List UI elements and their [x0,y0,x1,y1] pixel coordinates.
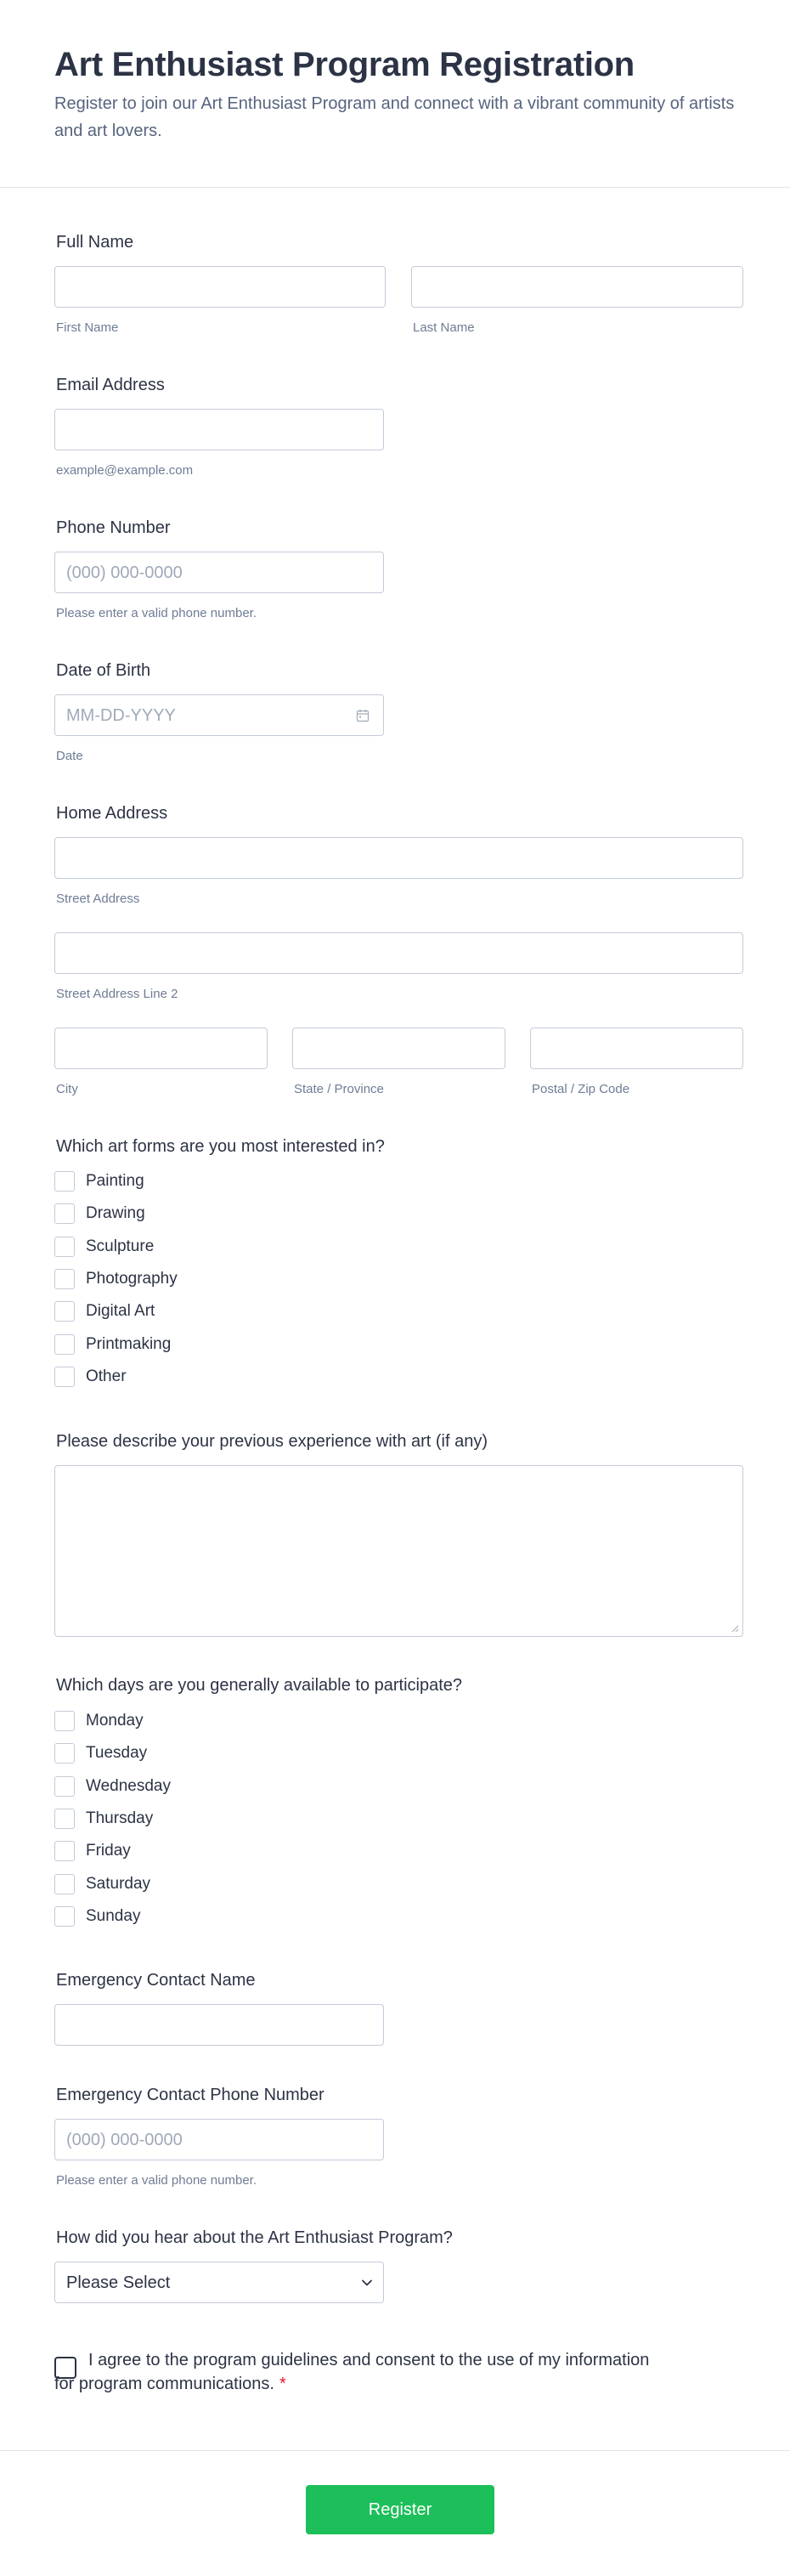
dob-placeholder: MM-DD-YYYY [66,706,176,725]
art-form-label-painting: Painting [86,1172,144,1190]
emergency-phone-sublabel: Please enter a valid phone number. [56,2173,257,2188]
full-name-label: Full Name [56,233,134,252]
last-name-input[interactable] [411,266,743,308]
art-form-label-drawing: Drawing [86,1204,145,1222]
experience-textarea[interactable] [54,1465,743,1637]
email-sublabel: example@example.com [56,463,194,478]
email-label: Email Address [56,376,165,394]
art-form-label-digital-art: Digital Art [86,1302,155,1320]
first-name-sublabel: First Name [56,320,119,335]
art-form-checkbox-printmaking[interactable] [54,1334,75,1355]
art-form-checkbox-digital-art[interactable] [54,1301,75,1322]
day-label-friday: Friday [86,1842,131,1860]
day-label-tuesday: Tuesday [86,1744,148,1762]
experience-label: Please describe your previous experience with art (if any) [56,1432,488,1451]
referral-select[interactable] [54,2262,384,2303]
referral-selected-value: Please Select [66,2273,171,2292]
art-form-checkbox-other[interactable] [54,1367,75,1387]
emergency-name-label: Emergency Contact Name [56,1971,256,1990]
day-label-wednesday: Wednesday [86,1777,171,1795]
calendar-icon[interactable] [356,709,370,722]
dob-input[interactable] [54,694,384,736]
emergency-phone-input[interactable] [54,2119,384,2160]
day-checkbox-wednesday[interactable] [54,1776,75,1797]
form-subtitle: Register to join our Art Enthusiast Program and connect with a vibrant community of artists and art lovers. [54,94,735,140]
art-form-checkbox-drawing[interactable] [54,1203,75,1224]
art-form-label-printmaking: Printmaking [86,1335,172,1353]
agreement-text [54,2348,666,2396]
day-checkbox-sunday[interactable] [54,1906,75,1927]
form-title: Art Enthusiast Program Registration [54,46,635,83]
day-checkbox-saturday[interactable] [54,1874,75,1894]
header-divider [0,187,790,188]
street-address-line2-input[interactable] [54,932,743,974]
dob-sublabel: Date [56,749,83,763]
art-form-checkbox-photography[interactable] [54,1269,75,1289]
referral-label: How did you hear about the Art Enthusiast Program? [56,2228,453,2247]
street-address-line2-sublabel: Street Address Line 2 [56,987,178,1001]
day-checkbox-monday[interactable] [54,1711,75,1731]
resize-handle-icon[interactable] [731,1624,739,1633]
first-name-input[interactable] [54,266,386,308]
city-sublabel: City [56,1082,78,1096]
art-form-checkbox-painting[interactable] [54,1171,75,1192]
city-input[interactable] [54,1028,268,1069]
phone-input[interactable] [54,552,384,593]
day-label-saturday: Saturday [86,1875,151,1893]
phone-label: Phone Number [56,518,171,537]
agreement-label: I agree to the program guidelines and consent to the use of my information for program communications. [54,2351,650,2393]
emergency-phone-label: Emergency Contact Phone Number [56,2086,324,2104]
art-forms-label: Which art forms are you most interested in? [56,1137,385,1156]
emergency-phone-placeholder: (000) 000-0000 [66,2131,183,2149]
street-address-sublabel: Street Address [56,892,140,906]
day-checkbox-friday[interactable] [54,1841,75,1861]
footer-divider [0,2450,790,2451]
art-form-label-photography: Photography [86,1270,178,1288]
art-form-checkbox-sculpture[interactable] [54,1237,75,1257]
state-input[interactable] [292,1028,505,1069]
street-address-input[interactable] [54,837,743,879]
required-asterisk: * [279,2375,286,2393]
phone-placeholder: (000) 000-0000 [66,563,183,582]
day-label-monday: Monday [86,1712,144,1730]
dob-label: Date of Birth [56,661,151,680]
state-sublabel: State / Province [294,1082,384,1096]
day-label-sunday: Sunday [86,1907,141,1925]
emergency-name-input[interactable] [54,2004,384,2046]
zip-input[interactable] [530,1028,743,1069]
day-label-thursday: Thursday [86,1809,154,1827]
phone-sublabel: Please enter a valid phone number. [56,606,257,620]
availability-label: Which days are you generally available to participate? [56,1676,463,1695]
day-checkbox-tuesday[interactable] [54,1743,75,1764]
art-form-label-sculpture: Sculpture [86,1237,155,1255]
zip-sublabel: Postal / Zip Code [532,1082,630,1096]
register-button[interactable]: Register [306,2485,494,2534]
chevron-down-icon [361,2277,373,2289]
day-checkbox-thursday[interactable] [54,1809,75,1829]
last-name-sublabel: Last Name [413,320,475,335]
address-label: Home Address [56,804,168,823]
art-form-label-other: Other [86,1367,127,1385]
email-input[interactable] [54,409,384,450]
